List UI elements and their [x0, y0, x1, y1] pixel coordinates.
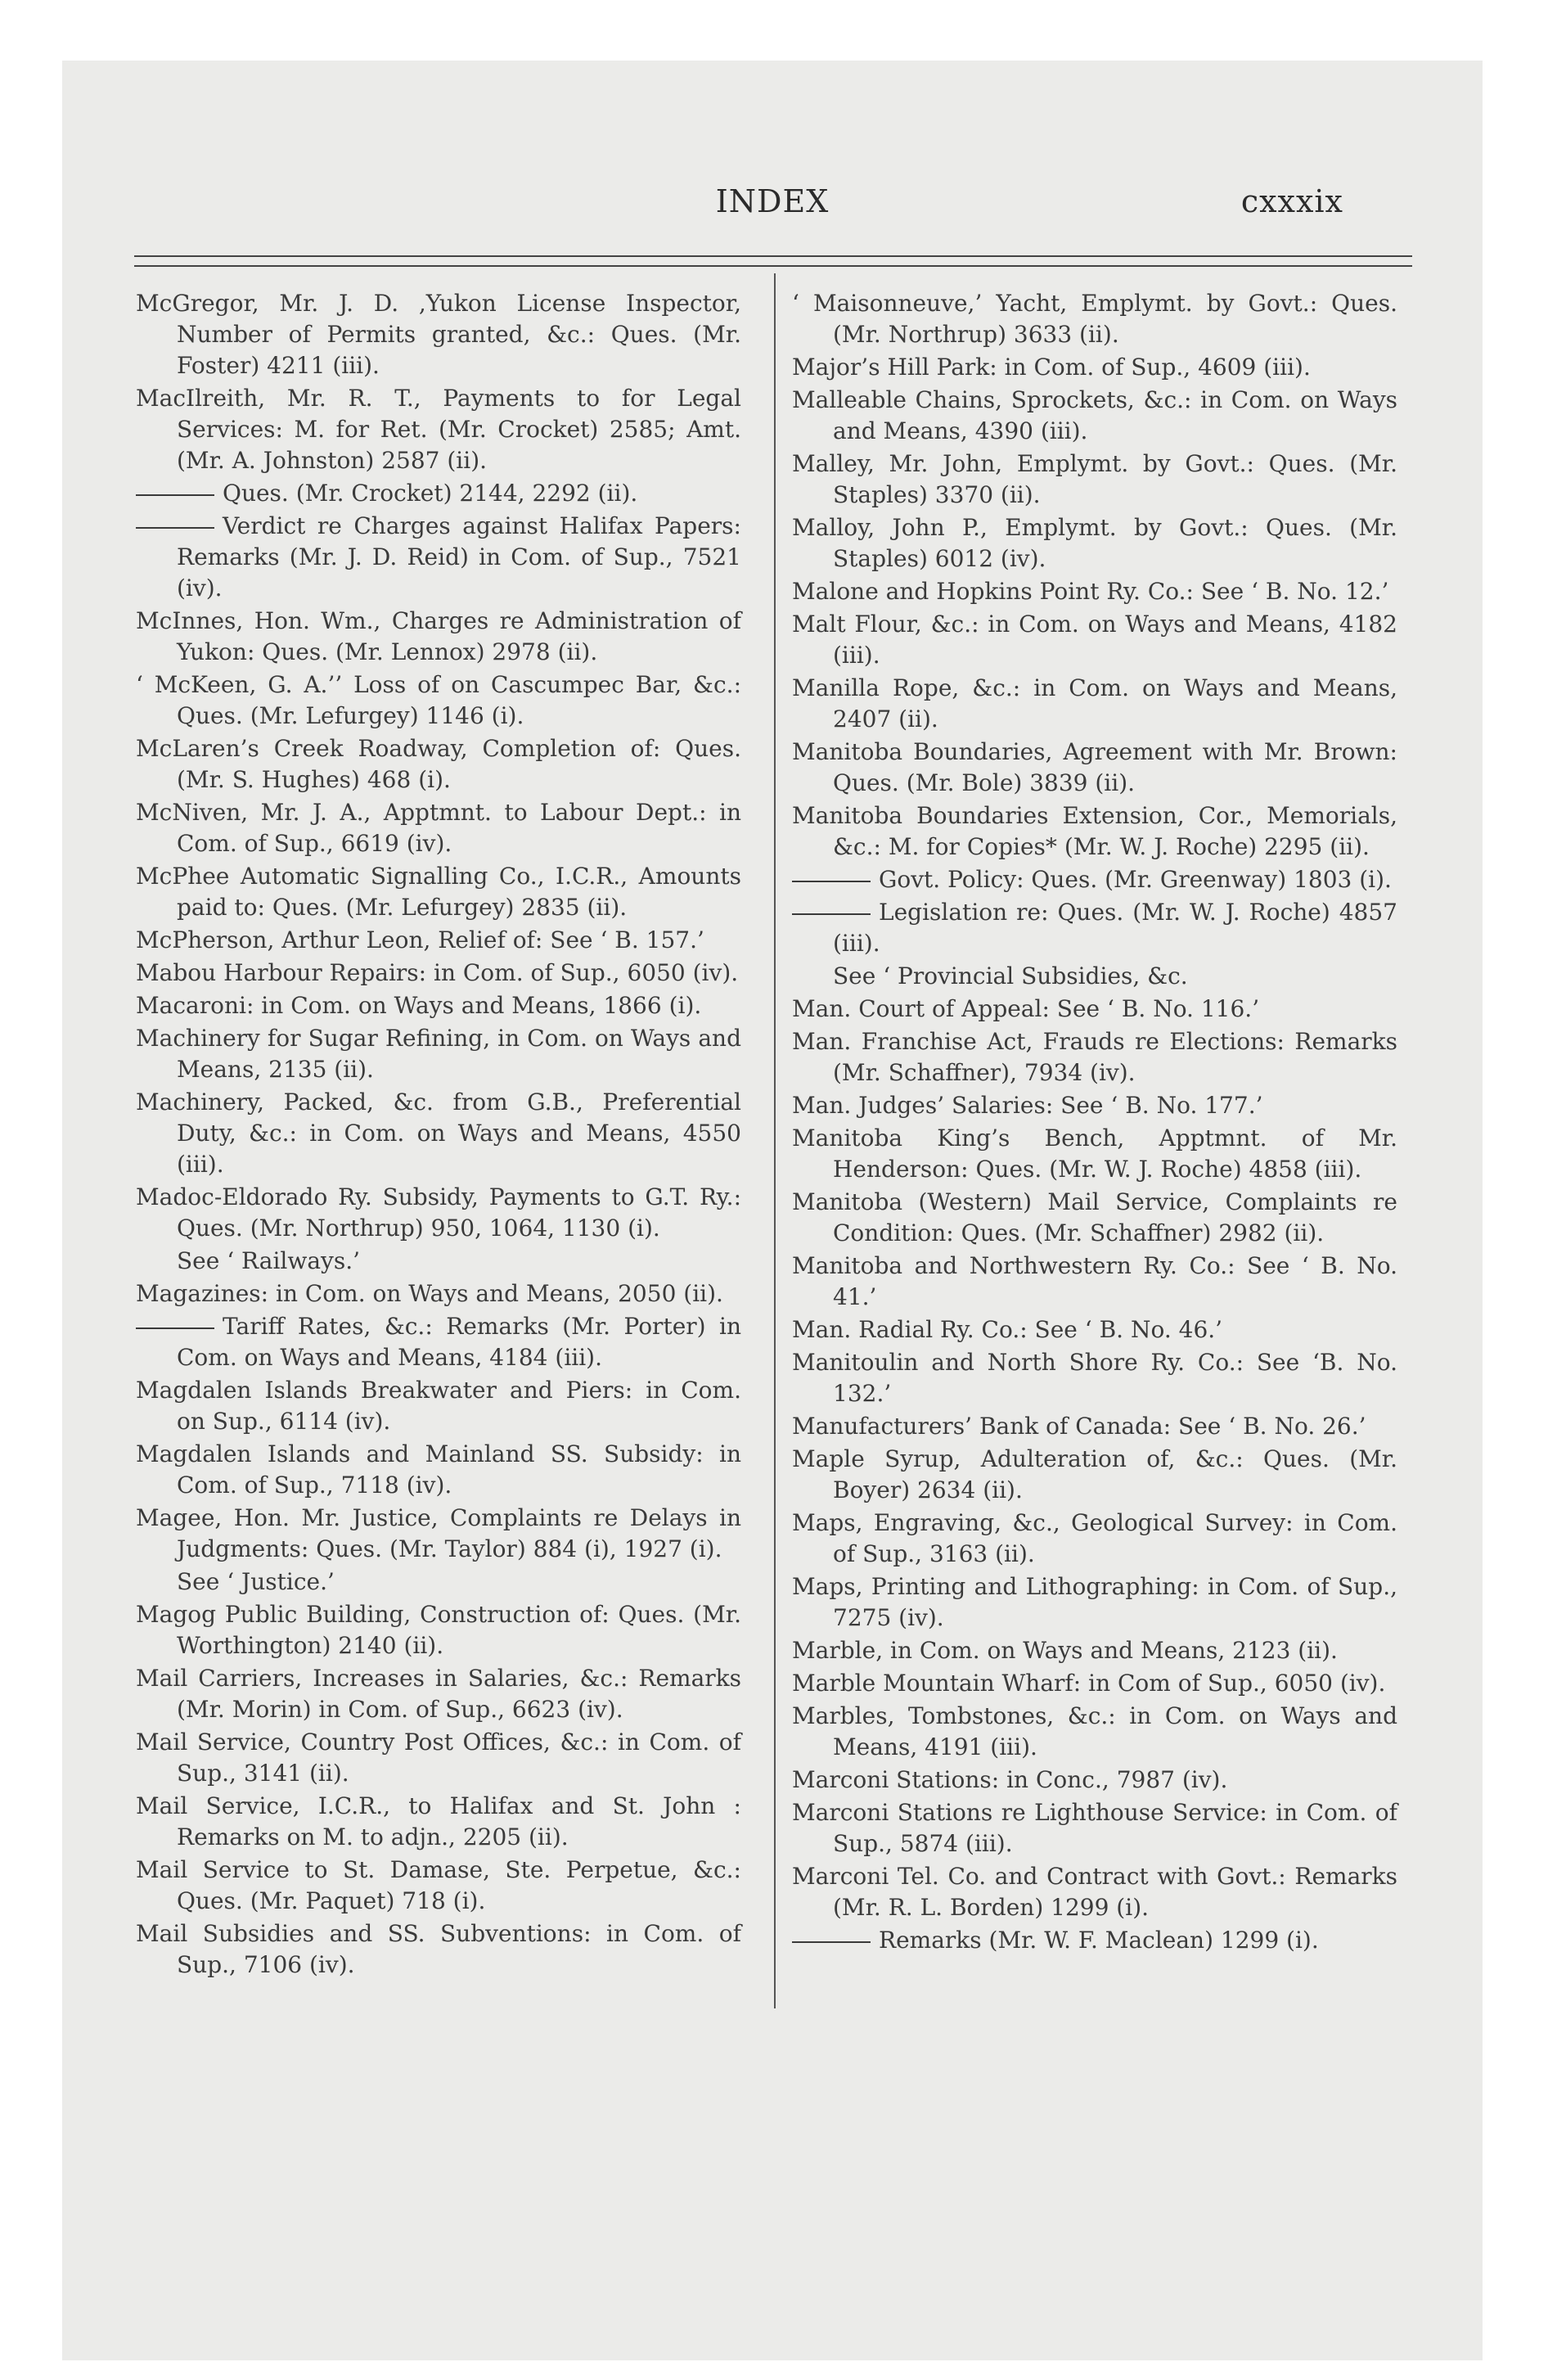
- index-entry: [792, 800, 1397, 863]
- entry-text: Madoc-Eldorado Ry. Subsidy, Payments to G.T. Ry.: Ques. (Mr. Northrup) 950, 1064, 1130 (i).: [136, 1183, 741, 1242]
- entry-text: Maps, Engraving, &c., Geological Survey: in Com. of Sup., 3163 (ii).: [792, 1509, 1397, 1567]
- index-entry: [792, 1668, 1397, 1699]
- index-entry: [136, 925, 741, 956]
- index-entry: [136, 1599, 741, 1661]
- index-entry: [136, 1278, 741, 1309]
- index-entry: [792, 449, 1397, 511]
- index-subentry: [136, 511, 741, 604]
- entry-text: Malone and Hopkins Point Ry. Co.: See ‘ B. No. 12.’: [792, 578, 1389, 605]
- entry-text: Man. Judges’ Salaries: See ‘ B. No. 177.’: [792, 1092, 1263, 1119]
- index-entry: [136, 606, 741, 668]
- entry-text: Magdalen Islands Breakwater and Piers: in Com. on Sup., 6114 (iv).: [136, 1377, 741, 1435]
- entry-text: Marconi Stations: in Conc., 7987 (iv).: [792, 1766, 1228, 1793]
- index-subentry: [792, 864, 1397, 895]
- entry-text: MacIlreith, Mr. R. T., Payments to for Legal Services: M. for Ret. (Mr. Crocket) 2585; Amt. (Mr. A. Johnston) 2587 (ii).: [136, 385, 741, 474]
- index-entry: [136, 669, 741, 732]
- entry-text: Marconi Stations re Lighthouse Service: in Com. of Sup., 5874 (iii).: [792, 1799, 1397, 1857]
- index-entry: [792, 1701, 1397, 1763]
- index-entry: [792, 1026, 1397, 1089]
- entry-text: McPherson, Arthur Leon, Relief of: See ‘ B. 157.’: [136, 926, 704, 953]
- entry-text: Manilla Rope, &c.: in Com. on Ways and Means, 2407 (ii).: [792, 674, 1397, 732]
- index-entry: [792, 385, 1397, 447]
- entry-text: Malley, Mr. John, Emplymt. by Govt.: Ques. (Mr. Staples) 3370 (ii).: [792, 450, 1397, 508]
- entry-text: Malleable Chains, Sprockets, &c.: in Com. on Ways and Means, 4390 (iii).: [792, 386, 1397, 444]
- header-rule-top: [134, 255, 1412, 257]
- entry-text: Major’s Hill Park: in Com. of Sup., 4609 (iii).: [792, 354, 1311, 381]
- index-entry: [136, 1439, 741, 1501]
- page-header: [62, 183, 1483, 232]
- index-entry: [136, 383, 741, 476]
- ditto-dash: [136, 527, 214, 529]
- index-subentry: [792, 1925, 1397, 1956]
- ditto-dash: [136, 1327, 214, 1329]
- entry-text: McInnes, Hon. Wm., Charges re Administration of Yukon: Ques. (Mr. Lennox) 2978 (ii).: [136, 607, 741, 665]
- entry-text: McGregor, Mr. J. D. ,Yukon License Inspector, Number of Permits granted, &c.: Ques. (Mr. Foster) 4211 (iii).: [136, 290, 741, 379]
- index-entry: [792, 994, 1397, 1025]
- index-entry: [136, 288, 741, 381]
- index-entry: [792, 737, 1397, 799]
- entry-text: See ‘ Provincial Subsidies, &c.: [833, 962, 1188, 989]
- entry-text: Verdict re Charges against Halifax Papers: Remarks (Mr. J. D. Reid) in Com. of Sup., 7521 (iv).: [177, 512, 741, 602]
- index-entry: [136, 1727, 741, 1789]
- index-entry: [136, 1918, 741, 1981]
- entry-text: Man. Franchise Act, Frauds re Elections: Remarks (Mr. Schaffner), 7934 (iv).: [792, 1028, 1397, 1086]
- page-number: cxxxix: [1240, 183, 1343, 219]
- index-entry: [792, 1765, 1397, 1796]
- index-column-left: [136, 288, 741, 1982]
- index-entry: [792, 512, 1397, 575]
- index-entry: [136, 1375, 741, 1437]
- entry-text: Marble, in Com. on Ways and Means, 2123 (ii).: [792, 1637, 1338, 1664]
- index-entry: [792, 1347, 1397, 1409]
- index-entry: [792, 1861, 1397, 1923]
- entry-text: Marconi Tel. Co. and Contract with Govt.: Remarks (Mr. R. L. Borden) 1299 (i).: [792, 1863, 1397, 1921]
- entry-text: See ‘ Justice.’: [177, 1568, 335, 1595]
- index-entry: [792, 1635, 1397, 1666]
- index-entry: [136, 1663, 741, 1725]
- index-entry: [792, 1508, 1397, 1570]
- ditto-dash: [792, 913, 871, 915]
- index-entry: [792, 1797, 1397, 1859]
- entry-text: Marbles, Tombstones, &c.: in Com. on Ways and Means, 4191 (iii).: [792, 1702, 1397, 1760]
- entry-text: Manufacturers’ Bank of Canada: See ‘ B. No. 26.’: [792, 1413, 1366, 1440]
- index-entry: [792, 1411, 1397, 1442]
- index-subentry: [136, 1311, 741, 1373]
- index-entry: [136, 1182, 741, 1244]
- entry-text: Manitoba and Northwestern Ry. Co.: See ‘ B. No. 41.’: [792, 1252, 1397, 1310]
- entry-text: Manitoulin and North Shore Ry. Co.: See ‘B. No. 132.’: [792, 1349, 1397, 1407]
- entry-text: Mail Subsidies and SS. Subventions: in Com. of Sup., 7106 (iv).: [136, 1920, 741, 1978]
- index-subentry: [792, 897, 1397, 959]
- index-entry: [136, 861, 741, 923]
- entry-text: Mail Service, I.C.R., to Halifax and St. John : Remarks on M. to adjn., 2205 (ii).: [136, 1792, 741, 1850]
- entry-text: McLaren’s Creek Roadway, Completion of: Ques. (Mr. S. Hughes) 468 (i).: [136, 735, 741, 793]
- page-title: INDEX: [715, 183, 830, 219]
- entry-text: Man. Court of Appeal: See ‘ B. No. 116.’: [792, 995, 1260, 1022]
- ditto-dash: [792, 881, 871, 882]
- entry-text: Malt Flour, &c.: in Com. on Ways and Means, 4182 (iii).: [792, 611, 1397, 669]
- index-entry: [792, 1251, 1397, 1313]
- entry-text: Magazines: in Com. on Ways and Means, 2050 (ii).: [136, 1280, 723, 1307]
- index-entry: [792, 1090, 1397, 1121]
- entry-text: Macaroni: in Com. on Ways and Means, 1866 (i).: [136, 992, 702, 1019]
- entry-text: ‘ McKeen, G. A.’’ Loss of on Cascumpec Bar, &c.: Ques. (Mr. Lefurgey) 1146 (i).: [136, 671, 741, 729]
- entry-text: Ques. (Mr. Crocket) 2144, 2292 (ii).: [223, 480, 638, 507]
- entry-text: Machinery for Sugar Refining, in Com. on Ways and Means, 2135 (ii).: [136, 1025, 741, 1083]
- entry-text: Manitoba (Western) Mail Service, Complaints re Condition: Ques. (Mr. Schaffner) 2982 (ii).: [792, 1188, 1397, 1246]
- entry-text: Magog Public Building, Construction of: Ques. (Mr. Worthington) 2140 (ii).: [136, 1601, 741, 1659]
- entry-text: Maps, Printing and Lithographing: in Com. of Sup., 7275 (iv).: [792, 1573, 1397, 1631]
- index-entry: [792, 1123, 1397, 1185]
- index-entry: [792, 1571, 1397, 1634]
- header-rule-bottom: [134, 265, 1412, 267]
- entry-text: Magdalen Islands and Mainland SS. Subsidy: in Com. of Sup., 7118 (iv).: [136, 1440, 741, 1499]
- index-entry: [136, 958, 741, 989]
- index-entry: [792, 576, 1397, 607]
- ditto-dash: [792, 1941, 871, 1943]
- index-entry: [792, 352, 1397, 383]
- entry-text: Mail Service, Country Post Offices, &c.: in Com. of Sup., 3141 (ii).: [136, 1729, 741, 1787]
- index-entry: [792, 673, 1397, 735]
- index-entry: [136, 1023, 741, 1085]
- entry-text: Mail Service to St. Damase, Ste. Perpetue, &c.: Ques. (Mr. Paquet) 718 (i).: [136, 1856, 741, 1914]
- index-column-right: [792, 288, 1397, 1958]
- entry-text: See ‘ Railways.’: [177, 1247, 360, 1274]
- index-entry: [136, 797, 741, 859]
- entry-text: Mabou Harbour Repairs: in Com. of Sup., 6050 (iv).: [136, 959, 739, 986]
- entry-text: Mail Carriers, Increases in Salaries, &c.: Remarks (Mr. Morin) in Com. of Sup., 6623 (iv).: [136, 1665, 741, 1723]
- index-entry: [136, 1855, 741, 1917]
- index-entry: [136, 990, 741, 1021]
- entry-text: Manitoba Boundaries Extension, Cor., Memorials, &c.: M. for Copies* (Mr. W. J. Roche) 2295 (ii).: [792, 802, 1397, 860]
- entry-text: Remarks (Mr. W. F. Maclean) 1299 (i).: [879, 1927, 1319, 1954]
- entry-text: Manitoba Boundaries, Agreement with Mr. Brown: Ques. (Mr. Bole) 3839 (ii).: [792, 738, 1397, 796]
- entry-text: Malloy, John P., Emplymt. by Govt.: Ques. (Mr. Staples) 6012 (iv).: [792, 514, 1397, 572]
- entry-text: Machinery, Packed, &c. from G.B., Preferential Duty, &c.: in Com. on Ways and Means, 4550 (iii).: [136, 1089, 741, 1178]
- entry-text: Govt. Policy: Ques. (Mr. Greenway) 1803 (i).: [879, 866, 1392, 893]
- entry-text: McNiven, Mr. J. A., Apptmnt. to Labour Dept.: in Com. of Sup., 6619 (iv).: [136, 799, 741, 857]
- entry-text: Marble Mountain Wharf: in Com of Sup., 6050 (iv).: [792, 1670, 1386, 1697]
- ditto-dash: [136, 494, 214, 496]
- index-subentry: [136, 478, 741, 509]
- index-entry: [792, 288, 1397, 350]
- entry-text: Man. Radial Ry. Co.: See ‘ B. No. 46.’: [792, 1316, 1223, 1343]
- index-entry: [792, 1314, 1397, 1346]
- index-entry: [136, 733, 741, 796]
- index-entry: [136, 1503, 741, 1565]
- index-page: [62, 61, 1483, 2360]
- index-cross-reference: [136, 1246, 741, 1277]
- entry-text: Magee, Hon. Mr. Justice, Complaints re Delays in Judgments: Ques. (Mr. Taylor) 884 (i), 1927 (i).: [136, 1504, 741, 1562]
- column-divider: [774, 273, 776, 2008]
- index-entry: [136, 1087, 741, 1180]
- index-cross-reference: [136, 1566, 741, 1598]
- entry-text: McPhee Automatic Signalling Co., I.C.R., Amounts paid to: Ques. (Mr. Lefurgey) 2835 (ii).: [136, 863, 741, 921]
- entry-text: Manitoba King’s Bench, Apptmnt. of Mr. Henderson: Ques. (Mr. W. J. Roche) 4858 (iii).: [792, 1125, 1397, 1183]
- index-entry: [792, 1444, 1397, 1506]
- index-entry: [136, 1791, 741, 1853]
- entry-text: Legislation re: Ques. (Mr. W. J. Roche) 4857 (iii).: [833, 899, 1397, 957]
- entry-text: Maple Syrup, Adulteration of, &c.: Ques. (Mr. Boyer) 2634 (ii).: [792, 1445, 1397, 1503]
- entry-text: ‘ Maisonneuve,’ Yacht, Emplymt. by Govt.: Ques. (Mr. Northrup) 3633 (ii).: [792, 290, 1397, 348]
- index-entry: [792, 1187, 1397, 1249]
- index-entry: [792, 609, 1397, 671]
- index-cross-reference: [792, 961, 1397, 992]
- entry-text: Tariff Rates, &c.: Remarks (Mr. Porter) in Com. on Ways and Means, 4184 (iii).: [177, 1313, 741, 1371]
